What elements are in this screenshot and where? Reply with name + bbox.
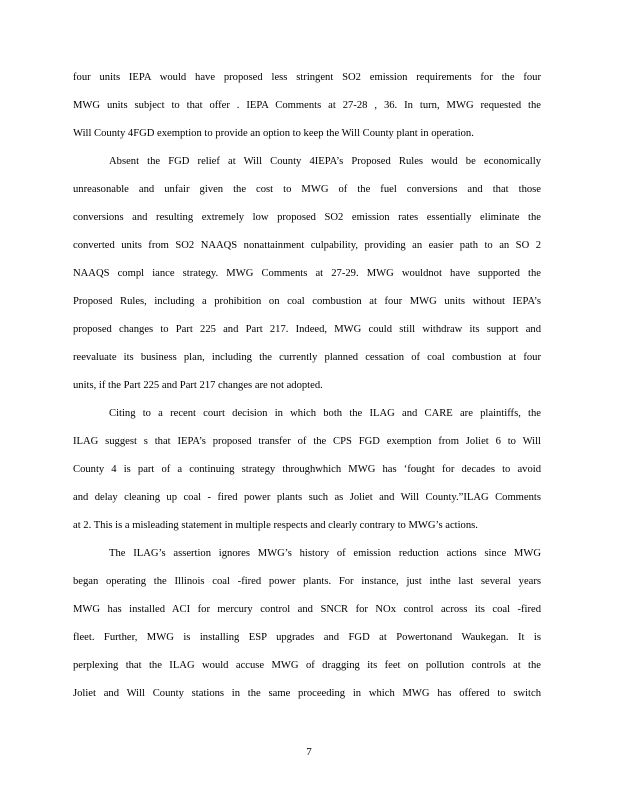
text-line: fleet. Further, MWG is installing ESP upgrades and FGD at Powertonand Waukegan. It is [73, 632, 541, 643]
text-line: began operating the Illinois coal -fired power plants. For instance, just inthe last several years [73, 576, 541, 587]
text-line: MWG has installed ACI for mercury control and SNCR for NOx control across its coal -fired [73, 604, 541, 615]
text-line: at 2. This is a misleading statement in multiple respects and clearly contrary to MWG’s actions. [73, 520, 478, 531]
text-line: converted units from SO2 NAAQS nonattainment culpability, providing an easier path to an SO 2 [73, 240, 541, 251]
text-line: ILAG suggest s that IEPA’s proposed transfer of the CPS FGD exemption from Joliet 6 to Will [73, 436, 541, 447]
text-line: conversions and resulting extremely low proposed SO2 emission rates essentially eliminate the [73, 212, 541, 223]
text-line: four units IEPA would have proposed less stringent SO2 emission requirements for the four [73, 72, 541, 83]
text-line: NAAQS compl iance strategy. MWG Comments at 27-29. MWG wouldnot have supported the [73, 268, 541, 279]
text-line: unreasonable and unfair given the cost to MWG of the fuel conversions and that those [73, 184, 541, 195]
text-line: Joliet and Will County stations in the same proceeding in which MWG has offered to switch [73, 688, 541, 699]
text-line: County 4 is part of a continuing strategy throughwhich MWG has ‘fought for decades to avoid [73, 464, 541, 475]
text-line: perplexing that the ILAG would accuse MWG of dragging its feet on pollution controls at the [73, 660, 541, 671]
text-line: The ILAG’s assertion ignores MWG’s history of emission reduction actions since MWG [109, 548, 541, 559]
text-line: Proposed Rules, including a prohibition on coal combustion at four MWG units without IEPA’s [73, 296, 541, 307]
text-line: Citing to a recent court decision in which both the ILAG and CARE are plaintiffs, the [109, 408, 541, 419]
text-line: Will County 4FGD exemption to provide an option to keep the Will County plant in operation. [73, 128, 474, 139]
text-line: MWG units subject to that offer . IEPA Comments at 27-28 , 36. In turn, MWG requested the [73, 100, 541, 111]
text-line: proposed changes to Part 225 and Part 217. Indeed, MWG could still withdraw its support and [73, 324, 541, 335]
text-line: units, if the Part 225 and Part 217 changes are not adopted. [73, 380, 323, 391]
page-number: 7 [306, 746, 312, 758]
text-line: Absent the FGD relief at Will County 4IEPA’s Proposed Rules would be economically [109, 156, 541, 167]
text-line: and delay cleaning up coal - fired power plants such as Joliet and Will County.”ILAG Comments [73, 492, 541, 503]
text-line: reevaluate its business plan, including the currently planned cessation of coal combustion at four [73, 352, 541, 363]
